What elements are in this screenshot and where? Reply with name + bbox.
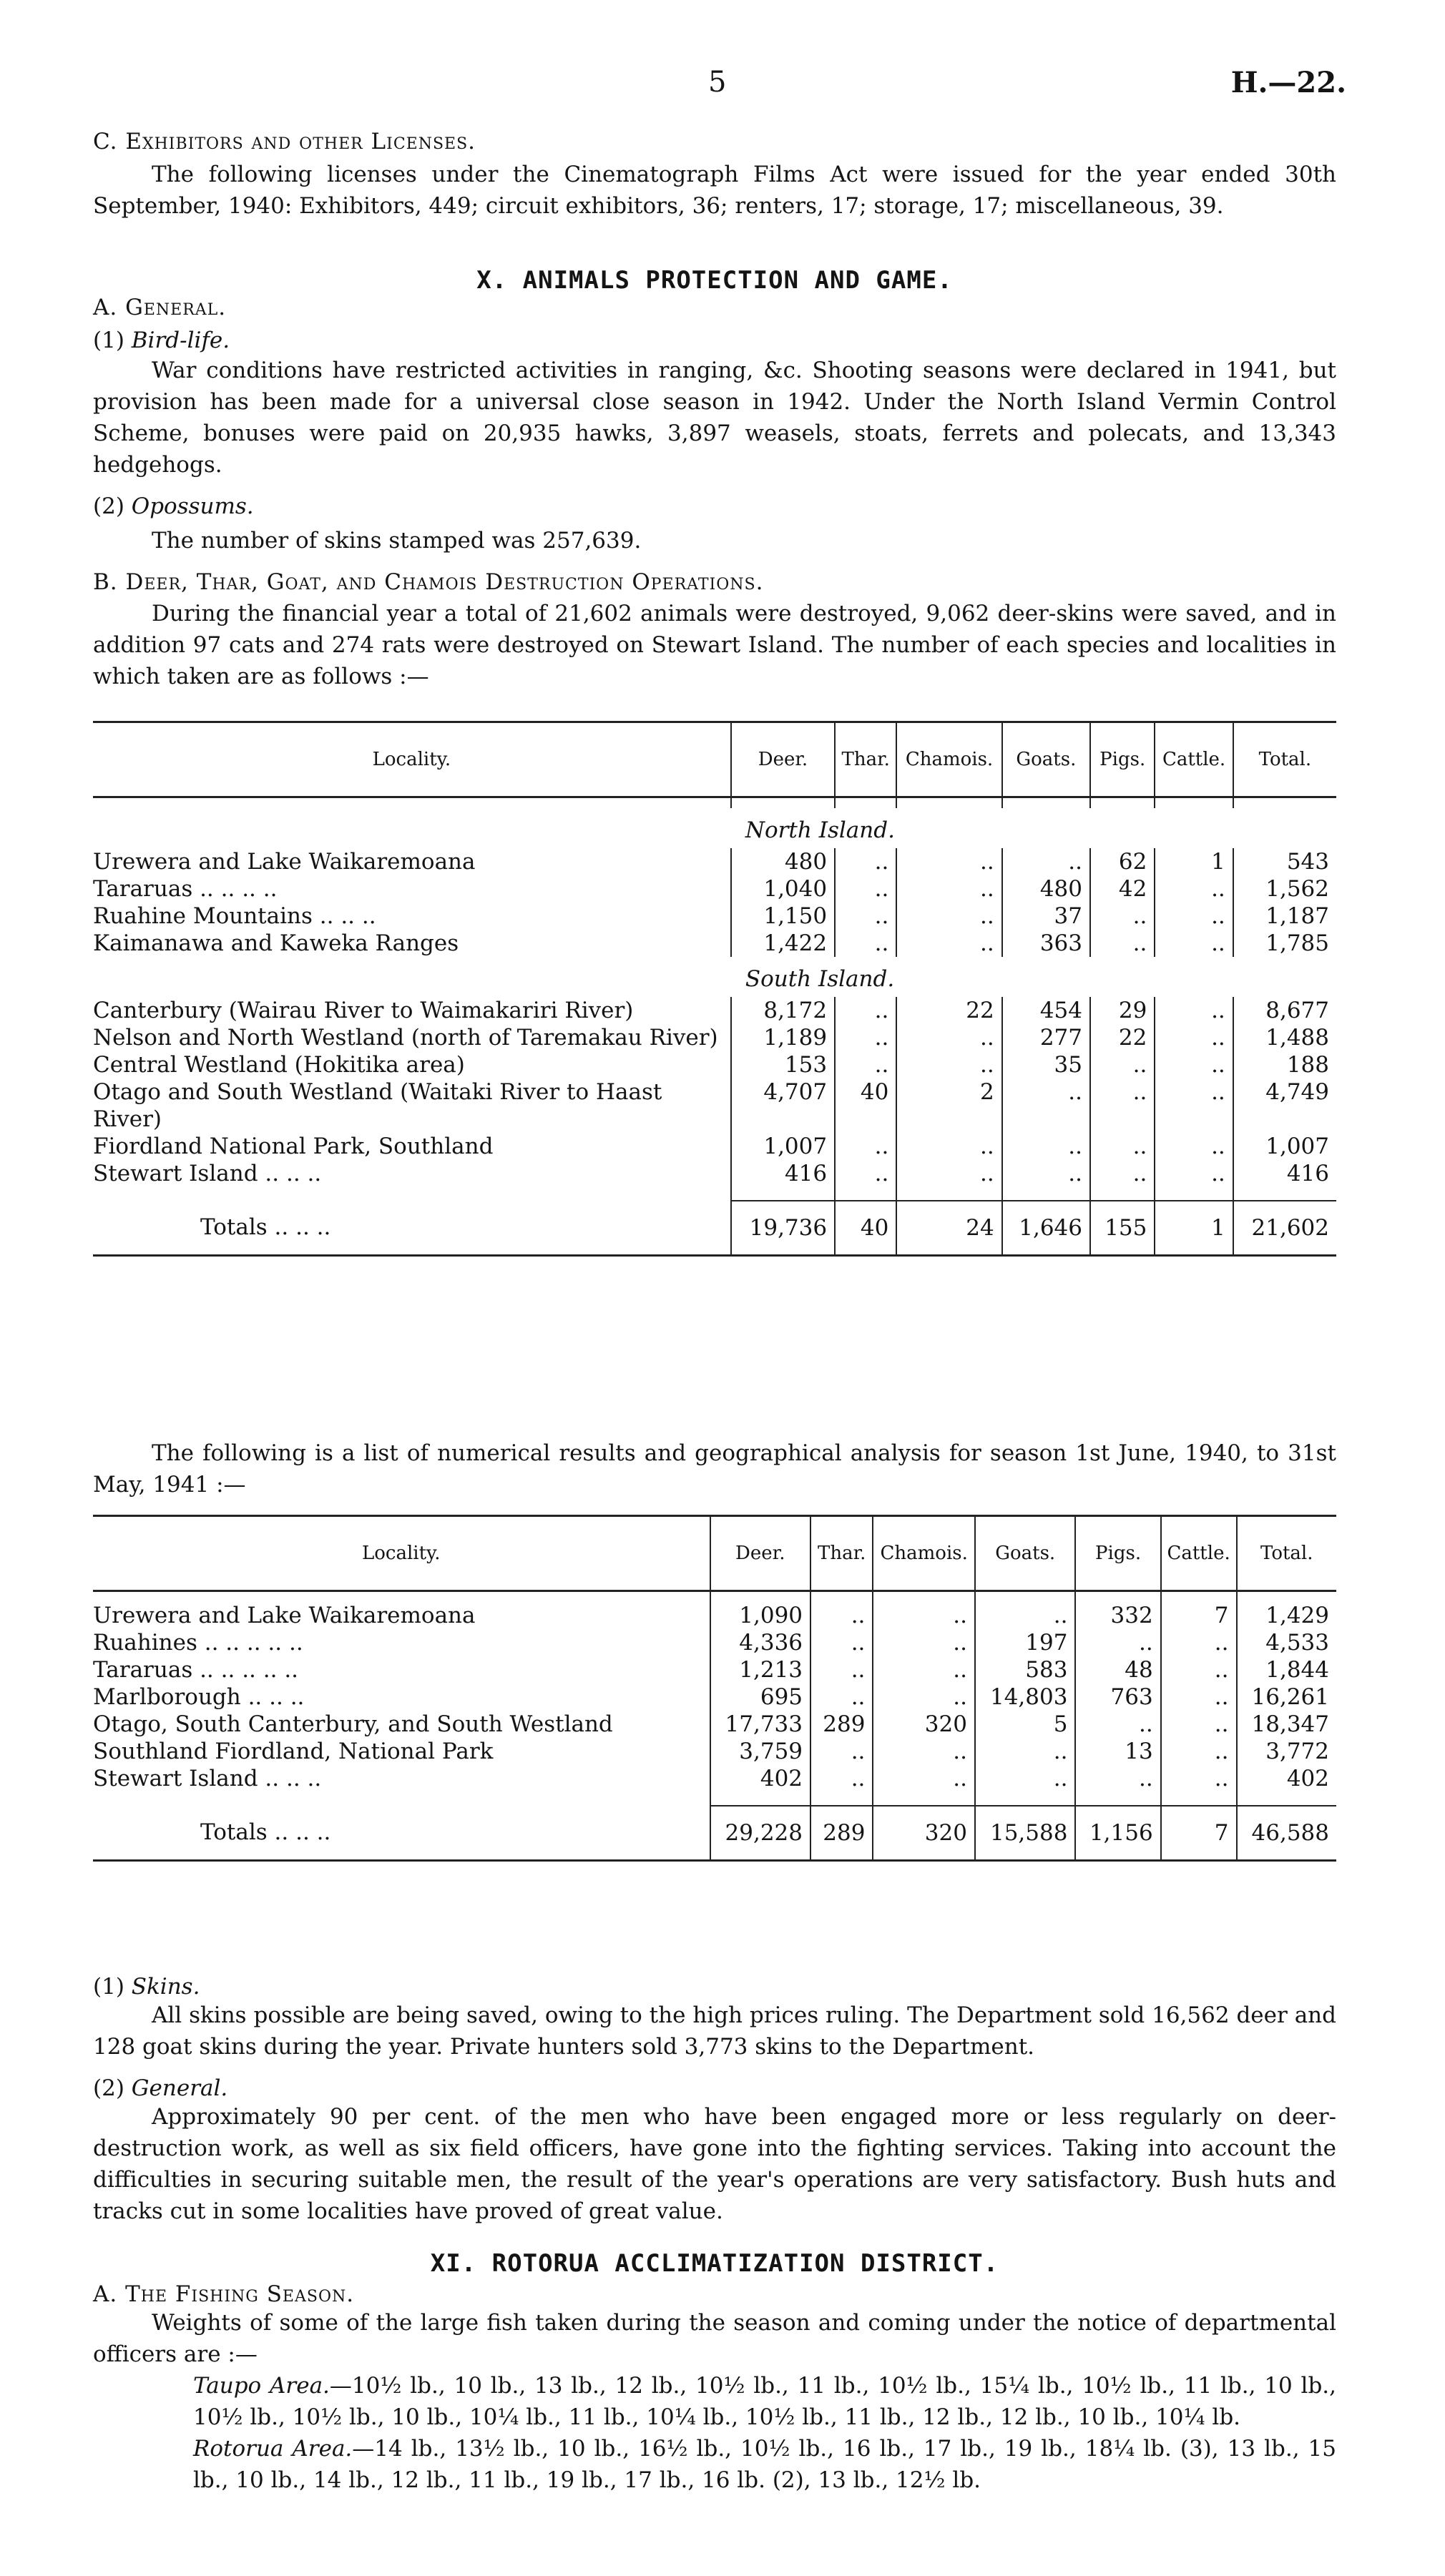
value-cell: 21,602 <box>1233 1201 1336 1256</box>
value-cell: 1,562 <box>1233 875 1336 903</box>
table-row <box>93 903 1336 930</box>
value-cell: 402 <box>1237 1765 1336 1792</box>
bird-life-number: (1) <box>93 328 124 353</box>
value-cell: 583 <box>975 1656 1076 1683</box>
value-cell: .. <box>810 1629 873 1656</box>
value-cell: .. <box>1161 1656 1237 1683</box>
value-cell: .. <box>1090 930 1155 957</box>
table-row <box>93 1629 1336 1656</box>
value-cell: .. <box>1090 1051 1155 1078</box>
table-row <box>93 1160 1336 1187</box>
totals-label: Totals .. .. .. <box>200 1214 331 1240</box>
locality-cell: Stewart Island .. .. .. <box>93 1161 322 1186</box>
locality-cell: Southland Fiordland, National Park <box>93 1739 494 1764</box>
table-header-row <box>93 1516 1336 1591</box>
table-row <box>93 1738 1336 1765</box>
table-row <box>93 1602 1336 1629</box>
value-cell: 29 <box>1090 997 1155 1024</box>
table-row <box>93 1024 1336 1051</box>
value-cell: 16,261 <box>1237 1683 1336 1711</box>
species-destroyed-table <box>93 721 1336 1259</box>
value-cell: .. <box>1155 930 1233 957</box>
col-header: Deer. <box>731 722 835 797</box>
bird-life-title: Bird-life. <box>131 328 230 353</box>
value-cell: .. <box>810 1738 873 1765</box>
value-cell: .. <box>1090 903 1155 930</box>
value-cell: .. <box>896 903 1001 930</box>
totals-row <box>93 1201 1336 1256</box>
value-cell: .. <box>810 1656 873 1683</box>
deer-operations-label: B. Deer, Thar, Goat, and Chamois Destruction Operations. <box>93 569 764 595</box>
value-cell: 4,749 <box>1233 1078 1336 1133</box>
value-cell: 42 <box>1090 875 1155 903</box>
locality-cell: Urewera and Lake Waikaremoana <box>93 1603 476 1628</box>
locality-cell: Nelson and North Westland (north of Taremakau River) <box>93 1025 718 1051</box>
col-header: Chamois. <box>873 1516 975 1591</box>
value-cell: .. <box>975 1765 1076 1792</box>
table-row <box>93 930 1336 957</box>
value-cell: 320 <box>873 1711 975 1738</box>
value-cell: 363 <box>1002 930 1090 957</box>
value-cell: 17,733 <box>710 1711 811 1738</box>
value-cell: .. <box>873 1602 975 1629</box>
skins-subheading <box>93 1974 1336 2000</box>
fishing-text: Weights of some of the large fish taken during the season and coming under the notice of departmental officers are :— <box>93 2310 1336 2367</box>
value-cell: .. <box>1155 997 1233 1024</box>
value-cell: .. <box>1155 875 1233 903</box>
value-cell: 1,156 <box>1075 1806 1160 1861</box>
value-cell: .. <box>1155 1160 1233 1187</box>
taupo-label: Taupo Area. <box>193 2373 330 2399</box>
value-cell: 480 <box>731 848 835 875</box>
value-cell: 543 <box>1233 848 1336 875</box>
table-row <box>93 848 1336 875</box>
value-cell: .. <box>896 875 1001 903</box>
value-cell: 8,677 <box>1233 997 1336 1024</box>
value-cell: 62 <box>1090 848 1155 875</box>
value-cell: 3,772 <box>1237 1738 1336 1765</box>
value-cell: 29,228 <box>710 1806 811 1861</box>
table-header-row <box>93 722 1336 797</box>
value-cell: .. <box>1161 1629 1237 1656</box>
value-cell: .. <box>1090 1133 1155 1160</box>
value-cell: .. <box>1090 1160 1155 1187</box>
value-cell: .. <box>835 930 896 957</box>
value-cell: .. <box>835 903 896 930</box>
table-row <box>93 997 1336 1024</box>
value-cell: 416 <box>1233 1160 1336 1187</box>
value-cell: 277 <box>1002 1024 1090 1051</box>
value-cell: .. <box>835 997 896 1024</box>
value-cell: 1,187 <box>1233 903 1336 930</box>
value-cell: .. <box>1002 1133 1090 1160</box>
value-cell: 40 <box>835 1078 896 1133</box>
page-number: 5 <box>708 66 727 99</box>
rotorua-weights <box>93 2433 1336 2496</box>
col-header: Goats. <box>975 1516 1076 1591</box>
value-cell: .. <box>1161 1683 1237 1711</box>
rotorua-text: —14 lb., 13½ lb., 10 lb., 16½ lb., 10½ lb., 16 lb., 17 lb., 19 lb., 18¼ lb. (3), 13 lb., 15 lb., 10 lb., 14 lb., 12 lb., 11 lb., 19 lb., 17 lb., 16 lb. (2), 13 lb., 12½ lb. <box>193 2436 1336 2493</box>
table-row <box>93 1656 1336 1683</box>
value-cell: .. <box>1155 903 1233 930</box>
value-cell: 5 <box>975 1711 1076 1738</box>
value-cell: 153 <box>731 1051 835 1078</box>
value-cell: 1,189 <box>731 1024 835 1051</box>
opossums-number: (2) <box>93 493 124 519</box>
col-header: Cattle. <box>1161 1516 1237 1591</box>
value-cell: .. <box>1161 1738 1237 1765</box>
value-cell: 22 <box>1090 1024 1155 1051</box>
general-label: A. General. <box>93 295 227 320</box>
value-cell: 7 <box>1161 1806 1237 1861</box>
value-cell: .. <box>975 1738 1076 1765</box>
col-header: Pigs. <box>1075 1516 1160 1591</box>
list-intro-text: The following is a list of numerical results and geographical analysis for season 1st June, 1940, to 31st May, 1941 :— <box>93 1440 1336 1498</box>
locality-cell: Tararuas .. .. .. .. .. <box>93 1657 299 1683</box>
value-cell: .. <box>1002 848 1090 875</box>
table-row <box>93 1051 1336 1078</box>
value-cell: 332 <box>1075 1602 1160 1629</box>
locality-cell: Fiordland National Park, Southland <box>93 1134 494 1159</box>
col-header: Deer. <box>710 1516 811 1591</box>
value-cell: 22 <box>896 997 1001 1024</box>
totals-label: Totals .. .. .. <box>200 1819 331 1845</box>
locality-cell: Canterbury (Wairau River to Waimakariri River) <box>93 998 634 1023</box>
general2-number: (2) <box>93 2075 124 2101</box>
value-cell: .. <box>835 1024 896 1051</box>
value-cell: 1,213 <box>710 1656 811 1683</box>
col-header: Thar. <box>810 1516 873 1591</box>
value-cell: .. <box>810 1765 873 1792</box>
value-cell: .. <box>896 1051 1001 1078</box>
south-island-label: South Island. <box>745 966 895 992</box>
skins-text: All skins possible are being saved, owing to the high prices ruling. The Department sold 16,562 deer and 128 goat skins during the year. Private hunters sold 3,773 skins to the Department. <box>93 2002 1336 2060</box>
value-cell: .. <box>1075 1765 1160 1792</box>
fishing-section <box>93 2281 1336 2496</box>
col-header: Total. <box>1233 722 1336 797</box>
value-cell: 1,488 <box>1233 1024 1336 1051</box>
value-cell: 197 <box>975 1629 1076 1656</box>
value-cell: 480 <box>1002 875 1090 903</box>
table-row <box>93 1133 1336 1160</box>
value-cell: .. <box>873 1629 975 1656</box>
value-cell: .. <box>835 875 896 903</box>
value-cell: 1,844 <box>1237 1656 1336 1683</box>
opossums-text: The number of skins stamped was 257,639. <box>152 528 642 554</box>
value-cell: 8,172 <box>731 997 835 1024</box>
value-cell: 289 <box>810 1711 873 1738</box>
col-header: Pigs. <box>1090 722 1155 797</box>
skins-title: Skins. <box>131 1974 200 2000</box>
value-cell: 4,336 <box>710 1629 811 1656</box>
document-code: H.—22. <box>1230 66 1346 99</box>
value-cell: .. <box>873 1656 975 1683</box>
value-cell: .. <box>896 848 1001 875</box>
value-cell: 19,736 <box>731 1201 835 1256</box>
value-cell: 1,040 <box>731 875 835 903</box>
value-cell: 320 <box>873 1806 975 1861</box>
locality-cell: Otago and South Westland (Waitaki River to Haast River) <box>93 1079 662 1132</box>
table-row <box>93 1765 1336 1792</box>
bird-life-text: War conditions have restricted activities in ranging, &c. Shooting seasons were declared in 1941, but provision has been made for a universal close season in 1942. Under the North Island Vermin Control Scheme, bonuses were paid on 20,935 hawks, 3,897 weasels, stoats, ferrets and polecats, and 13,343 hedgehogs. <box>93 358 1336 478</box>
section-x-title: X. ANIMALS PROTECTION AND GAME. <box>476 266 953 295</box>
value-cell: 1,422 <box>731 930 835 957</box>
locality-cell: Ruahine Mountains .. .. .. <box>93 903 376 929</box>
general-section <box>93 295 1336 692</box>
locality-cell: Marlborough .. .. .. <box>93 1684 305 1710</box>
season-analysis-table <box>93 1515 1336 1864</box>
value-cell: .. <box>1155 1024 1233 1051</box>
locality-cell: Central Westland (Hokitika area) <box>93 1052 465 1078</box>
value-cell: 35 <box>1002 1051 1090 1078</box>
value-cell: .. <box>1155 1051 1233 1078</box>
value-cell: .. <box>873 1765 975 1792</box>
value-cell: 155 <box>1090 1201 1155 1256</box>
value-cell: 1,646 <box>1002 1201 1090 1256</box>
table-row <box>93 1683 1336 1711</box>
col-header: Total. <box>1237 1516 1336 1591</box>
value-cell: .. <box>896 1133 1001 1160</box>
taupo-weights <box>93 2370 1336 2433</box>
exhibitors-section <box>93 129 1336 222</box>
opossums-subheading <box>93 493 1336 519</box>
value-cell: 1,429 <box>1237 1602 1336 1629</box>
general2-subheading <box>93 2075 1336 2101</box>
value-cell: 763 <box>1075 1683 1160 1711</box>
value-cell: .. <box>1002 1160 1090 1187</box>
value-cell: .. <box>873 1683 975 1711</box>
value-cell: 24 <box>896 1201 1001 1256</box>
table-row <box>93 875 1336 903</box>
value-cell: .. <box>1075 1711 1160 1738</box>
value-cell: 13 <box>1075 1738 1160 1765</box>
locality-cell: Otago, South Canterbury, and South Westland <box>93 1711 613 1737</box>
general2-title: General. <box>131 2075 228 2101</box>
locality-cell: Stewart Island .. .. .. <box>93 1766 322 1791</box>
table-row <box>93 1078 1336 1133</box>
value-cell: .. <box>896 930 1001 957</box>
skins-general-section <box>93 1974 1336 2227</box>
locality-cell: Urewera and Lake Waikaremoana <box>93 849 476 875</box>
section-xi-title: XI. ROTORUA ACCLIMATIZATION DISTRICT. <box>430 2249 999 2278</box>
skins-number: (1) <box>93 1974 124 2000</box>
value-cell: .. <box>1075 1629 1160 1656</box>
value-cell: 48 <box>1075 1656 1160 1683</box>
col-header: Cattle. <box>1155 722 1233 797</box>
value-cell: .. <box>835 1133 896 1160</box>
value-cell: .. <box>1161 1711 1237 1738</box>
value-cell: .. <box>1090 1078 1155 1133</box>
value-cell: .. <box>1155 1133 1233 1160</box>
value-cell: 1,150 <box>731 903 835 930</box>
locality-cell: Kaimanawa and Kaweka Ranges <box>93 930 459 956</box>
value-cell: .. <box>835 1051 896 1078</box>
taupo-text: —10½ lb., 10 lb., 13 lb., 12 lb., 10½ lb., 11 lb., 10½ lb., 15¼ lb., 10½ lb., 11 lb., 10 lb., 10½ lb., 10½ lb., 10 lb., 10¼ lb., 11 lb., 10¼ lb., 10½ lb., 11 lb., 12 lb., 12 lb., 10 lb., 10¼ lb. <box>193 2373 1336 2430</box>
value-cell: 3,759 <box>710 1738 811 1765</box>
value-cell: .. <box>873 1738 975 1765</box>
value-cell: 4,533 <box>1237 1629 1336 1656</box>
value-cell: .. <box>835 1160 896 1187</box>
value-cell: 416 <box>731 1160 835 1187</box>
value-cell: .. <box>1155 1078 1233 1133</box>
locality-cell: Tararuas .. .. .. .. <box>93 876 278 902</box>
value-cell: 15,588 <box>975 1806 1076 1861</box>
value-cell: .. <box>975 1602 1076 1629</box>
value-cell: 1,007 <box>1233 1133 1336 1160</box>
rotorua-label: Rotorua Area. <box>193 2436 353 2462</box>
opossums-title: Opossums. <box>131 493 254 519</box>
value-cell: 18,347 <box>1237 1711 1336 1738</box>
value-cell: 695 <box>710 1683 811 1711</box>
value-cell: 402 <box>710 1765 811 1792</box>
value-cell: .. <box>1002 1078 1090 1133</box>
value-cell: 289 <box>810 1806 873 1861</box>
totals-row <box>93 1806 1336 1861</box>
value-cell: 188 <box>1233 1051 1336 1078</box>
col-header: Locality. <box>93 1516 710 1591</box>
col-header: Thar. <box>835 722 896 797</box>
value-cell: 454 <box>1002 997 1090 1024</box>
list-intro-block <box>93 1437 1336 1500</box>
bird-life-subheading <box>93 328 1336 353</box>
value-cell: .. <box>810 1602 873 1629</box>
exhibitors-label: C. Exhibitors and other Licenses. <box>93 129 476 154</box>
value-cell: 14,803 <box>975 1683 1076 1711</box>
col-header: Goats. <box>1002 722 1090 797</box>
value-cell: 1,007 <box>731 1133 835 1160</box>
value-cell: 46,588 <box>1237 1806 1336 1861</box>
value-cell: 1 <box>1155 1201 1233 1256</box>
value-cell: 7 <box>1161 1602 1237 1629</box>
value-cell: .. <box>896 1160 1001 1187</box>
exhibitors-text: The following licenses under the Cinematograph Films Act were issued for the year ended 30th September, 1940: Exhibitors, 449; circuit exhibitors, 36; renters, 17; storage, 17; miscellaneous, 39. <box>93 162 1336 219</box>
fishing-label: A. The Fishing Season. <box>93 2281 355 2307</box>
col-header: Locality. <box>93 722 731 797</box>
value-cell: .. <box>1161 1765 1237 1792</box>
value-cell: 37 <box>1002 903 1090 930</box>
table-row <box>93 1711 1336 1738</box>
value-cell: 40 <box>835 1201 896 1256</box>
value-cell: 1,785 <box>1233 930 1336 957</box>
north-island-label: North Island. <box>745 817 895 843</box>
locality-cell: Ruahines .. .. .. .. .. <box>93 1630 303 1656</box>
value-cell: .. <box>835 848 896 875</box>
value-cell: 1 <box>1155 848 1233 875</box>
deer-operations-text: During the financial year a total of 21,602 animals were destroyed, 9,062 deer-skins were saved, and in addition 97 cats and 274 rats were destroyed on Stewart Island. The number of each species and localities in which taken are as follows :— <box>93 601 1336 689</box>
value-cell: 2 <box>896 1078 1001 1133</box>
value-cell: .. <box>896 1024 1001 1051</box>
value-cell: 1,090 <box>710 1602 811 1629</box>
value-cell: .. <box>810 1683 873 1711</box>
general2-text: Approximately 90 per cent. of the men who have been engaged more or less regularly on deer-destruction work, as well as six field officers, have gone into the fighting services. Taking into account the difficulties in securing suitable men, the result of the year's operations are very satisfactory. Bush huts and tracks cut in some localities have proved of great value. <box>93 2104 1336 2224</box>
col-header: Chamois. <box>896 722 1001 797</box>
value-cell: 4,707 <box>731 1078 835 1133</box>
